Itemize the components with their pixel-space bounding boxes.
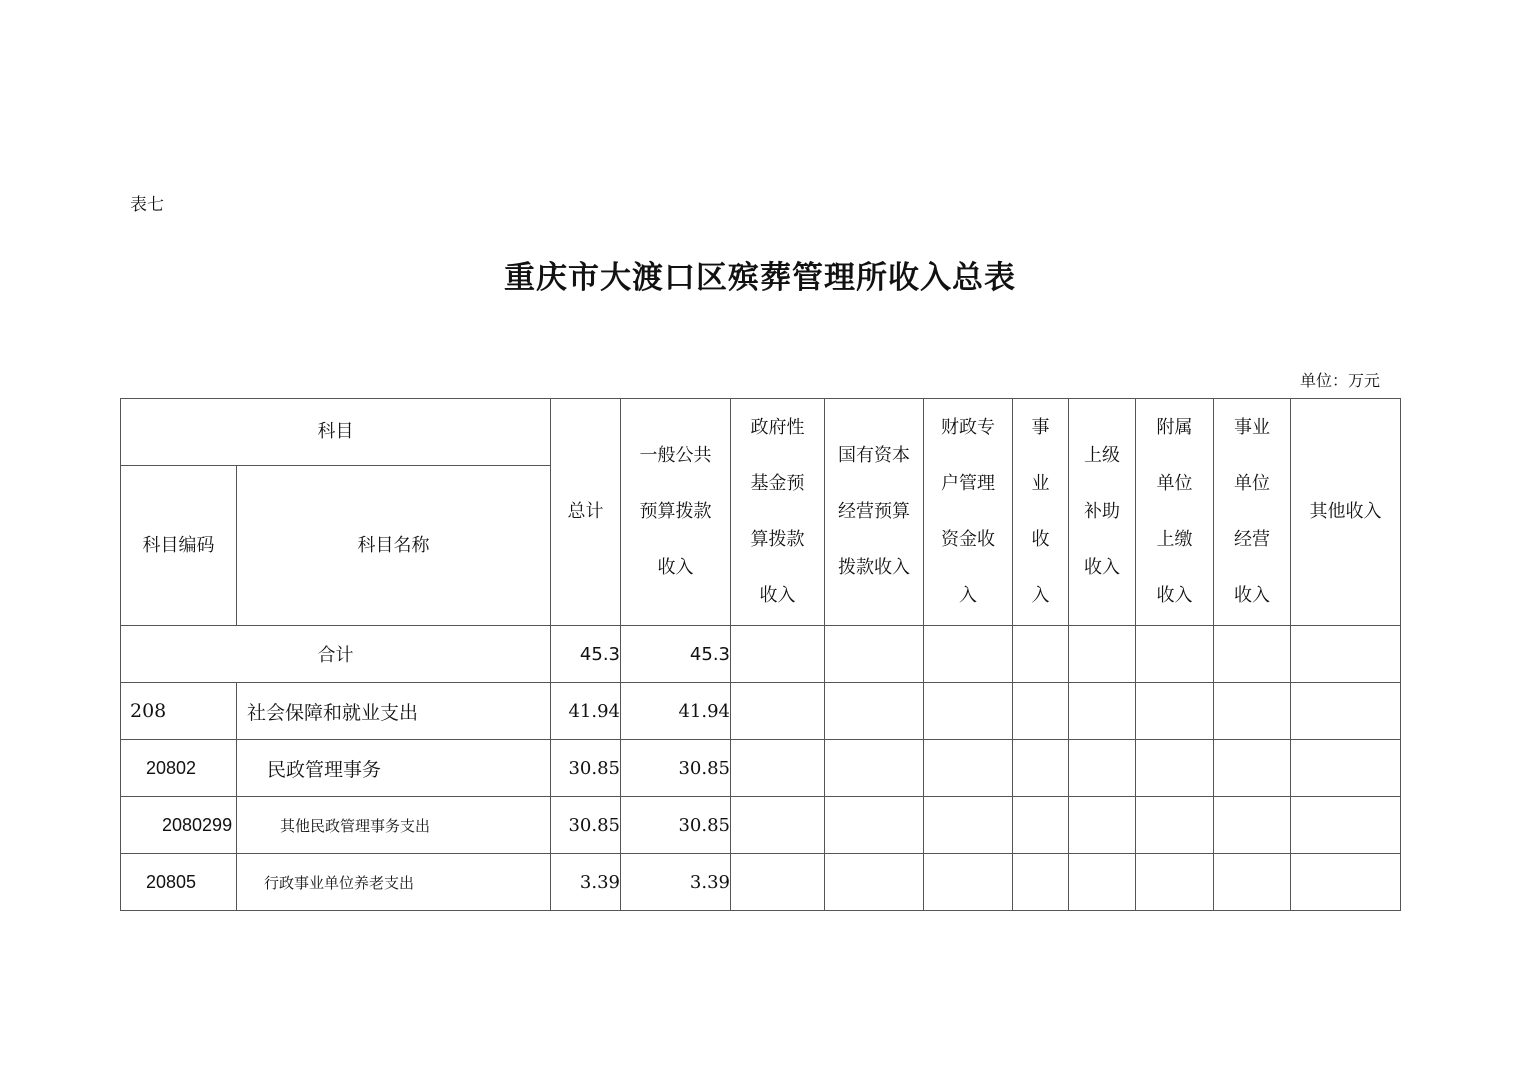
header-general-budget <box>621 399 731 626</box>
header-line: 算拨款 <box>750 529 805 550</box>
header-line: 经营 <box>1234 529 1270 550</box>
empty-cell <box>1136 683 1214 740</box>
header-subject-name: 科目名称 <box>237 466 551 626</box>
header-line: 收 <box>1031 529 1050 550</box>
table-label: 表七 <box>130 195 164 215</box>
empty-cell <box>1069 740 1136 797</box>
header-business-income <box>1013 399 1069 626</box>
row-total: 30.85 <box>551 797 621 854</box>
header-line: 上缴 <box>1156 529 1193 550</box>
empty-cell <box>1214 683 1291 740</box>
row-general-budget: 30.85 <box>621 740 731 797</box>
unit-label: 单位：万元 <box>1300 371 1381 390</box>
header-affiliated <box>1136 399 1214 626</box>
header-line: 事业 <box>1234 417 1270 438</box>
total-row-total: 45.3 <box>551 626 621 683</box>
empty-cell <box>1013 797 1069 854</box>
empty-cell <box>1291 683 1401 740</box>
header-fiscal-special <box>924 399 1013 626</box>
header-line: 入 <box>1031 585 1050 606</box>
empty-cell <box>825 797 924 854</box>
header-superior-subsidy <box>1069 399 1136 626</box>
empty-cell <box>731 626 825 683</box>
empty-cell <box>825 683 924 740</box>
header-total: 总计 <box>551 399 621 626</box>
header-line: 资金收 <box>941 529 995 550</box>
subject-code: 20802 <box>121 740 237 797</box>
total-row-general-budget: 45.3 <box>621 626 731 683</box>
empty-cell <box>731 854 825 911</box>
empty-cell <box>924 683 1013 740</box>
row-total: 30.85 <box>551 740 621 797</box>
subject-name: 其他民政管理事务支出 <box>237 797 551 854</box>
header-line: 收入 <box>1156 585 1193 606</box>
table-row <box>121 740 1401 797</box>
header-line: 国有资本 <box>838 445 910 466</box>
empty-cell <box>924 626 1013 683</box>
header-gov-fund <box>731 399 825 626</box>
empty-cell <box>731 683 825 740</box>
header-line: 一般公共 <box>639 445 712 466</box>
empty-cell <box>1291 740 1401 797</box>
income-summary-table <box>120 398 1401 911</box>
empty-cell <box>1069 797 1136 854</box>
header-line: 收入 <box>759 585 796 606</box>
empty-cell <box>731 797 825 854</box>
empty-cell <box>924 854 1013 911</box>
header-line: 政府性 <box>750 417 805 438</box>
empty-cell <box>1013 626 1069 683</box>
row-total: 3.39 <box>551 854 621 911</box>
total-row-label: 合计 <box>121 626 551 683</box>
empty-cell <box>1136 626 1214 683</box>
header-line: 收入 <box>1084 557 1120 578</box>
row-general-budget: 41.94 <box>621 683 731 740</box>
empty-cell <box>1214 797 1291 854</box>
table-row <box>121 683 1401 740</box>
empty-cell <box>825 626 924 683</box>
subject-name: 行政事业单位养老支出 <box>237 854 551 911</box>
empty-cell <box>924 797 1013 854</box>
header-subject: 科目 <box>121 399 551 466</box>
empty-cell <box>1069 854 1136 911</box>
empty-cell <box>1214 854 1291 911</box>
table-row <box>121 797 1401 854</box>
empty-cell <box>1291 854 1401 911</box>
empty-cell <box>1069 626 1136 683</box>
header-line: 收入 <box>657 557 694 578</box>
empty-cell <box>924 740 1013 797</box>
subject-code: 2080299 <box>121 797 237 854</box>
header-line: 财政专 <box>941 417 995 438</box>
header-line: 上级 <box>1084 445 1120 466</box>
header-business-unit-ops <box>1214 399 1291 626</box>
page-title: 重庆市大渡口区殡葬管理所收入总表 <box>504 260 1016 296</box>
empty-cell <box>1291 797 1401 854</box>
header-line: 补助 <box>1084 501 1120 522</box>
empty-cell <box>1013 740 1069 797</box>
subject-code: 20805 <box>121 854 237 911</box>
table-row <box>121 854 1401 911</box>
empty-cell <box>1069 683 1136 740</box>
empty-cell <box>1214 626 1291 683</box>
header-other-income: 其他收入 <box>1291 399 1401 626</box>
header-line: 预算拨款 <box>639 501 712 522</box>
header-subject-code: 科目编码 <box>121 466 237 626</box>
header-line: 单位 <box>1234 473 1270 494</box>
header-line: 收入 <box>1234 585 1270 606</box>
row-total: 41.94 <box>551 683 621 740</box>
empty-cell <box>1136 740 1214 797</box>
header-line: 户管理 <box>941 473 995 494</box>
header-line: 单位 <box>1156 473 1193 494</box>
empty-cell <box>731 740 825 797</box>
empty-cell <box>1214 740 1291 797</box>
empty-cell <box>1013 683 1069 740</box>
row-general-budget: 30.85 <box>621 797 731 854</box>
empty-cell <box>1291 626 1401 683</box>
subject-code: 208 <box>121 683 237 740</box>
header-line: 经营预算 <box>838 501 910 522</box>
empty-cell <box>825 854 924 911</box>
header-line: 业 <box>1031 473 1050 494</box>
header-line: 拨款收入 <box>838 557 910 578</box>
row-general-budget: 3.39 <box>621 854 731 911</box>
header-line: 入 <box>959 585 977 606</box>
empty-cell <box>825 740 924 797</box>
empty-cell <box>1136 854 1214 911</box>
header-line: 事 <box>1031 417 1050 438</box>
empty-cell <box>1136 797 1214 854</box>
subject-name: 社会保障和就业支出 <box>237 683 551 740</box>
header-line: 附属 <box>1156 417 1193 438</box>
header-state-capital <box>825 399 924 626</box>
header-line: 基金预 <box>750 473 805 494</box>
empty-cell <box>1013 854 1069 911</box>
subject-name: 民政管理事务 <box>237 740 551 797</box>
